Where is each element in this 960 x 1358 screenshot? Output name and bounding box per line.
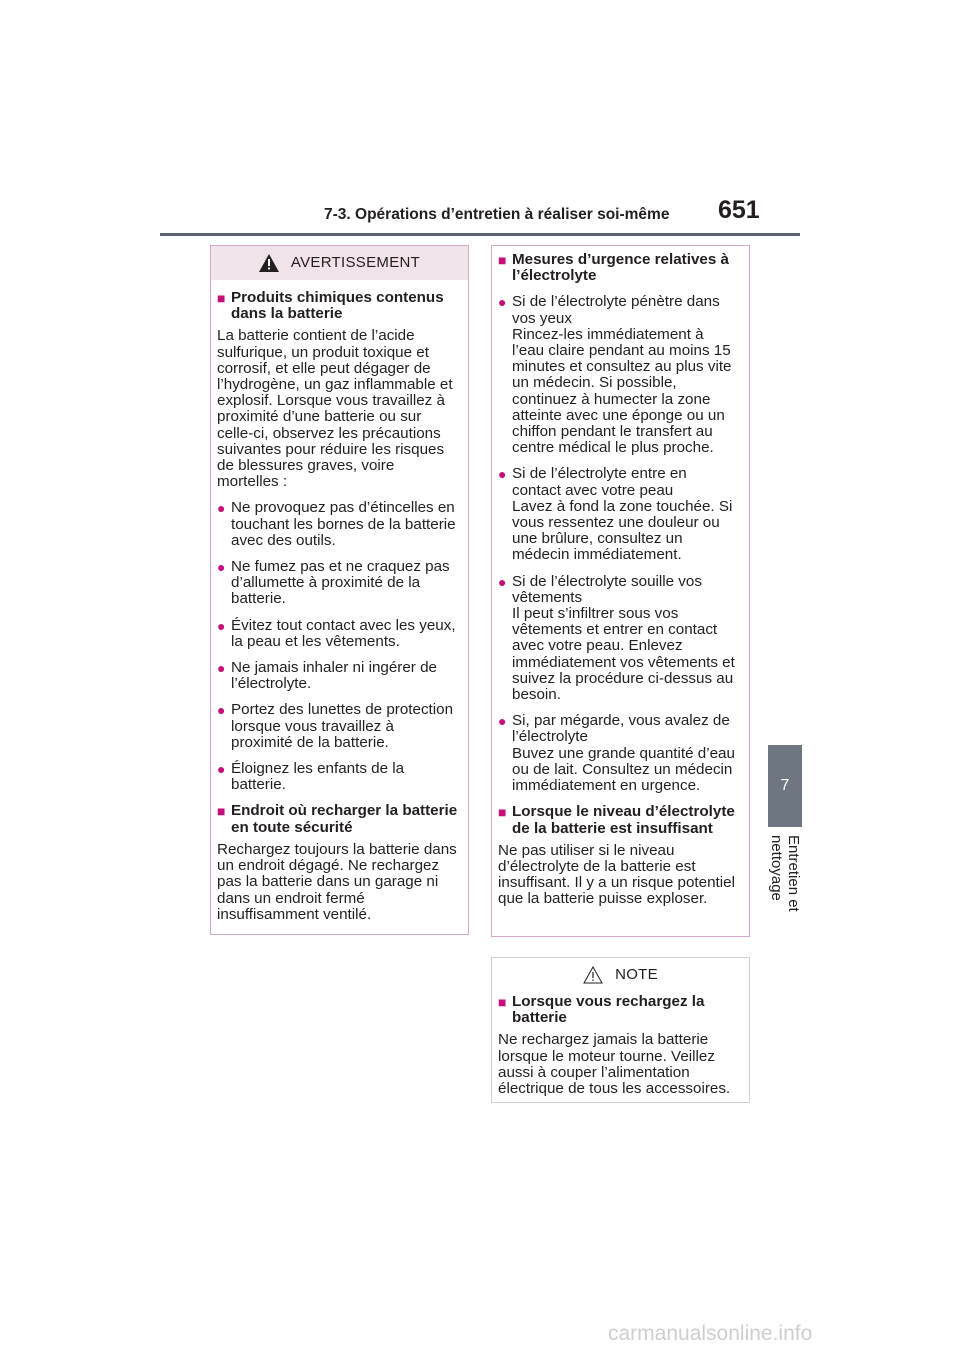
paragraph: La batterie contient de l’acide sulfurique, un produit toxique et corrosif, et elle peut dégager de l’hydrogène, un gaz inflammable et explosif. Lorsque vous travaillez à proximité d’une batterie ou sur celle-ci, observez les précautions suivantes pour réduire les risques de blessures graves, voire mortelles :: [217, 327, 453, 491]
list-item: ● Ne provoquez pas d’étincelles en touchant les bornes de la batterie avec des outils.: [217, 499, 456, 549]
list-item: ● Éloignez les enfants de la batterie.: [217, 760, 405, 794]
list-item: ● Évitez tout contact avec les yeux, la peau et les vêtements.: [217, 616, 456, 650]
warning-heading: AVERTISSEMENT: [290, 253, 421, 271]
warning-box-right: [491, 245, 750, 937]
chapter-number: 7: [780, 777, 790, 794]
chapter-label: Entretien et nettoyage: [768, 835, 802, 912]
section-title-chemicals: ■ Produits chimiques contenus dans la batterie: [217, 289, 444, 323]
warning-triangle-icon: [259, 254, 279, 272]
list-item: ● Si de l’électrolyte souille vos vêtements Il peut s’infiltrer sous vos vêtements et entrer en contact avec votre peau. Enlevez immédiatement vos vêtements et suivez la procédure ci-dessus au besoin.: [498, 572, 735, 704]
caution-triangle-icon: [583, 966, 603, 984]
chapter-tab: [768, 745, 802, 827]
watermark: carmanualsonline.info: [608, 1322, 813, 1345]
header-divider: [160, 233, 800, 236]
note-heading: NOTE: [615, 965, 658, 983]
list-item: ● Portez des lunettes de protection lorsque vous travaillez à proximité de la batterie.: [217, 701, 454, 751]
section-title-charging-location: ■ Endroit où recharger la batterie en toute sécurité: [217, 802, 458, 836]
list-item: ● Si de l’électrolyte entre en contact avec votre peau Lavez à fond la zone touchée. Si vous ressentez une douleur ou une brûlure, consultez un médecin immédiatement.: [498, 465, 733, 564]
page-number: 651: [718, 196, 760, 224]
note-title: ■ Lorsque vous rechargez la batterie: [498, 993, 705, 1027]
note-paragraph: Ne rechargez jamais la batterie lorsque le moteur tourne. Veillez aussi à couper l’alimentation électrique de tous les accessoires.: [498, 1031, 731, 1098]
list-item: ● Si, par mégarde, vous avalez de l’électrolyte Buvez une grande quantité d’eau ou de lait. Consultez un médecin immédiatement en urgence.: [498, 712, 735, 795]
paragraph: Rechargez toujours la batterie dans un endroit dégagé. Ne rechargez pas la batterie dans un garage ni dans un endroit fermé insuffisamment ventilé.: [217, 840, 457, 923]
warning-header: [211, 246, 468, 280]
warning-box-left: [210, 245, 469, 935]
list-item: ● Si de l’électrolyte pénètre dans vos yeux Rincez-les immédiatement à l’eau claire pendant au moins 15 minutes et consultez au plus vite un médecin. Si possible, continuez à humecter la zone atteinte avec une éponge ou un chiffon pendant le transfert au centre médical le plus proche.: [498, 293, 732, 457]
section-title-low-electrolyte: ■ Lorsque le niveau d’électrolyte de la batterie est insuffisant: [498, 803, 735, 837]
note-header: [492, 958, 749, 992]
list-item: ● Ne jamais inhaler ni ingérer de l’électrolyte.: [217, 659, 437, 693]
paragraph: Ne pas utiliser si le niveau d’électrolyte de la batterie est insuffisant. Il y a un risque potentiel que la batterie puisse exploser.: [498, 841, 735, 908]
section-title-emergency: ■ Mesures d’urgence relatives à l’électrolyte: [498, 251, 729, 285]
list-item: ● Ne fumez pas et ne craquez pas d’allumette à proximité de la batterie.: [217, 558, 450, 608]
section-title: 7-3. Opérations d’entretien à réaliser soi-même: [324, 206, 670, 223]
note-box: [491, 957, 750, 1103]
